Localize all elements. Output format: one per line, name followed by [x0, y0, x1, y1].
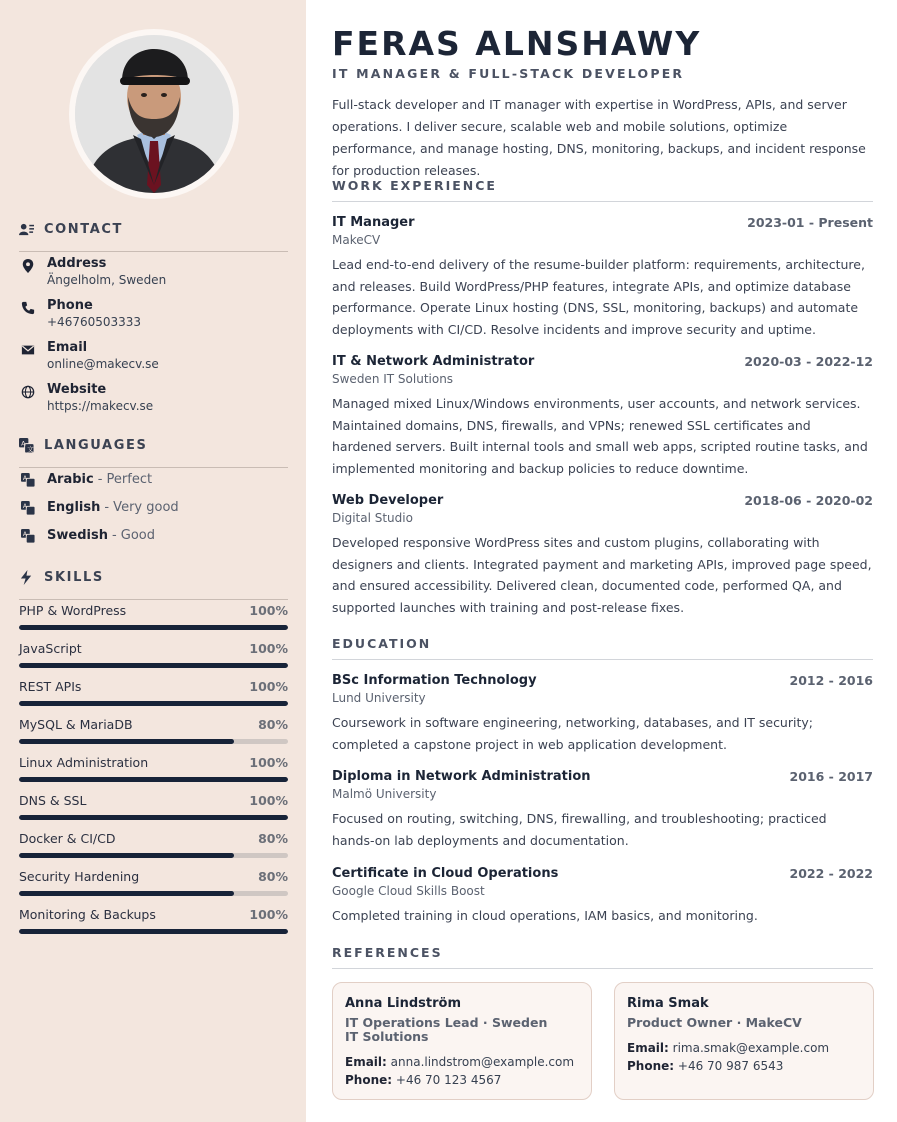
skill-name: PHP & WordPress — [19, 603, 127, 618]
skill-name: Monitoring & Backups — [19, 907, 156, 922]
skill-bar-track — [19, 891, 288, 896]
contact-website: Website https://makecv.se — [19, 382, 153, 414]
skill-item — [19, 755, 288, 782]
sidebar — [0, 0, 306, 1122]
location-pin-icon — [21, 259, 35, 273]
skill-name: REST APIs — [19, 679, 82, 694]
skill-bar-fill — [19, 663, 288, 668]
work-entry: IT Manager 2023-01 - Present MakeCV Lead end-to-end delivery of the resume-builder platform: requirements, architecture, and releases. Build WordPress/PHP features, integrate APIs, and optimize database performance. Operate Linux hosting (DNS, SSL, monitoring, backups) and automate deployments with CI/CD. Resolve incidents and improve security and uptime. — [332, 215, 873, 337]
skill-name: MySQL & MariaDB — [19, 717, 133, 732]
phone-icon — [21, 301, 35, 315]
skills-section — [19, 566, 288, 600]
skill-bar-fill — [19, 625, 288, 630]
languages-heading: A 文 LANGUAGES — [19, 434, 288, 468]
skill-percent: 100% — [249, 793, 288, 808]
work-entry: IT & Network Administrator 2020-03 - 2022-12 Sweden IT Solutions Managed mixed Linux/Windows environments, user accounts, and network services. Maintained domains, DNS, firewalls, and VPNs; renewed SSL certificates and hardened servers. Built internal tools and small web apps, scripted routine tasks, and implemented monitoring and backup policies to reduce downtime. — [332, 354, 873, 476]
languages-list — [19, 472, 288, 552]
language-item: A English - Very good — [22, 500, 179, 515]
globe-icon — [21, 385, 35, 399]
skill-bar-fill — [19, 891, 234, 896]
work-heading: WORK EXPERIENCE — [332, 178, 873, 202]
education-heading: EDUCATION — [332, 636, 873, 660]
profile-photo — [75, 35, 233, 193]
skill-name: Linux Administration — [19, 755, 149, 770]
reference-card: Rima Smak Product Owner · MakeCV Email: rima.smak@example.com Phone: +46 70 987 6543 — [614, 982, 874, 1100]
skill-percent: 100% — [249, 755, 288, 770]
skill-name: Docker & CI/CD — [19, 831, 116, 846]
lightning-icon — [19, 570, 34, 585]
skill-percent: 100% — [249, 679, 288, 694]
skill-item — [19, 907, 288, 934]
skill-percent: 100% — [249, 907, 288, 922]
language-item: A Arabic - Perfect — [22, 472, 153, 487]
skill-name: Security Hardening — [19, 869, 140, 884]
reference-phone-link[interactable]: +46 70 987 6543 — [677, 1059, 784, 1073]
job-title: IT MANAGER & FULL-STACK DEVELOPER — [332, 66, 685, 81]
work-entry: Web Developer 2018-06 - 2020-02 Digital Studio Developed responsive WordPress sites and custom plugins, collaborating with designers and clients. Integrated payment and marketing APIs, improved page speed, and ensured accessibility. Delivered clean, documented code, performed QA, and supported launches with training and post-release fixes. — [332, 493, 873, 615]
languages-section — [19, 434, 288, 468]
svg-text:A: A — [22, 502, 28, 510]
person-name: FERAS ALNSHAWY — [332, 24, 702, 63]
education-entry: Certificate in Cloud Operations 2022 - 2022 Google Cloud Skills Boost Completed training in cloud operations, IAM basics, and monitoring. — [332, 866, 873, 923]
references-heading: REFERENCES — [332, 945, 873, 969]
skill-item — [19, 793, 288, 820]
translate-icon — [21, 529, 35, 543]
profile-photo-frame — [69, 29, 239, 199]
skills-heading: SKILLS — [19, 566, 288, 600]
reference-card: Anna Lindström IT Operations Lead · Sweden IT Solutions Email: anna.lindstrom@example.com Phone: +46 70 123 4567 — [332, 982, 592, 1100]
skill-bar-track — [19, 739, 288, 744]
contact-address: Address Ängelholm, Sweden — [19, 256, 166, 288]
svg-text:A: A — [22, 530, 28, 538]
skill-bar-track — [19, 777, 288, 782]
skill-bar-fill — [19, 815, 288, 820]
skill-name: JavaScript — [19, 641, 82, 656]
contact-heading: CONTACT — [19, 218, 288, 252]
skill-bar-fill — [19, 929, 288, 934]
skill-bar-track — [19, 853, 288, 858]
svg-text:文: 文 — [27, 445, 34, 453]
translate-icon — [19, 438, 34, 453]
skill-percent: 80% — [258, 869, 288, 884]
skill-item — [19, 641, 288, 668]
skill-percent: 100% — [249, 603, 288, 618]
skill-bar-track — [19, 815, 288, 820]
skill-item — [19, 603, 288, 630]
contact-card-icon — [19, 222, 34, 237]
skill-bar-fill — [19, 739, 234, 744]
skill-bar-track — [19, 663, 288, 668]
skill-item — [19, 679, 288, 706]
skill-percent: 80% — [258, 717, 288, 732]
contact-email: Email online@makecv.se — [19, 340, 159, 372]
envelope-icon — [21, 343, 35, 357]
email-link[interactable]: online@makecv.se — [47, 357, 159, 371]
svg-text:A: A — [21, 439, 26, 448]
skill-bar-track — [19, 701, 288, 706]
skill-item — [19, 717, 288, 744]
reference-email-link[interactable]: rima.smak@example.com — [672, 1041, 830, 1055]
skill-item — [19, 831, 288, 858]
contact-list — [19, 256, 288, 426]
contact-section — [19, 218, 288, 252]
language-item: A Swedish - Good — [22, 528, 156, 543]
skill-bar-fill — [19, 853, 234, 858]
skill-name: DNS & SSL — [19, 793, 87, 808]
education-entry: BSc Information Technology 2012 - 2016 Lund University Coursework in software engineering, networking, databases, and IT security; completed a capstone project in web application development. — [332, 673, 873, 752]
contact-phone: Phone +46760503333 — [19, 298, 141, 330]
skill-percent: 100% — [249, 641, 288, 656]
phone-link[interactable]: +46760503333 — [47, 315, 142, 329]
reference-email-link[interactable]: anna.lindstrom@example.com — [390, 1055, 575, 1069]
website-link[interactable]: https://makecv.se — [47, 399, 154, 413]
skill-bar-fill — [19, 701, 288, 706]
skill-bar-track — [19, 929, 288, 934]
education-entry: Diploma in Network Administration 2016 - 2017 Malmö University Focused on routing, switching, DNS, firewalling, and troubleshooting; practiced hands-on lab deployments and documentation. — [332, 769, 873, 848]
avatar — [75, 35, 233, 193]
svg-text:A: A — [22, 474, 28, 482]
translate-icon — [21, 473, 35, 487]
skill-percent: 80% — [258, 831, 288, 846]
skill-item — [19, 869, 288, 896]
skill-bar-fill — [19, 777, 288, 782]
summary: Full-stack developer and IT manager with expertise in WordPress, APIs, and server operations. I deliver secure, scalable web and mobile solutions, optimize performance, and manage hosting, DNS, monitoring, backups, and incident response for production releases. — [332, 97, 866, 178]
reference-phone-link[interactable]: +46 70 123 4567 — [395, 1073, 502, 1087]
skills-list — [19, 603, 288, 943]
translate-icon — [21, 501, 35, 515]
skill-bar-track — [19, 625, 288, 630]
